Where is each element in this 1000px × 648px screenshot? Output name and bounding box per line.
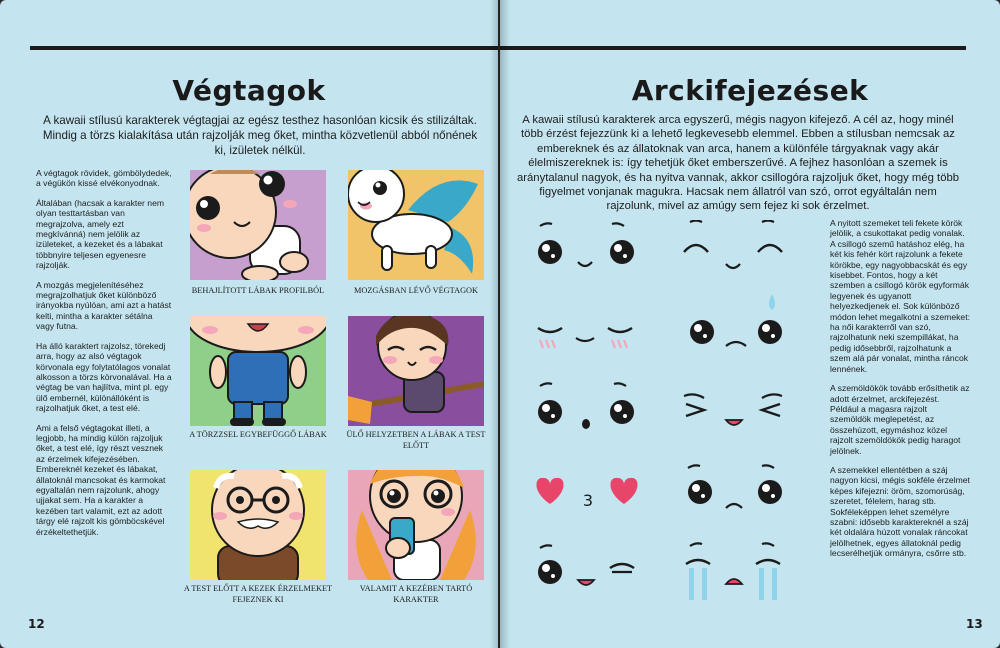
kawaii-face-happy [522, 220, 642, 280]
kawaii-face-sad [670, 462, 790, 522]
paragraph: A szemekkel ellentétben a száj nagyon kicsi, mégis sokféle érzelmet képes kifejezni: öröm, szomorúság, szeretet, félelem, harag stb. Sokféleképpen lehet személyre szabni: idősebb karaktereknél a száj két oldalára húzott vonalak ráncokat jelölhetnek, egyes állatoknál pedig lecserélhetjük ormányra, csőrre stb. [830, 464, 970, 559]
illustration-tile [190, 316, 326, 426]
page-number: 12 [28, 617, 45, 631]
illustration-caption: A TÖRZZSEL EGYBEFÜGGŐ LÁBAK [189, 430, 327, 439]
paragraph: A mozgás megjelenítéséhez megrajzolhatjuk őket különböző irányokba nyúlóan, ami azt a hatást kelti, mintha a karakter sétálna vagy futna. [36, 279, 172, 332]
kawaii-face-crying [670, 542, 790, 602]
illustration-caption: MOZGÁSBAN LÉVŐ VÉGTAGOK [353, 286, 479, 295]
illustration-caption: VALAMIT A KEZÉBEN TARTÓ KARAKTER [359, 584, 473, 604]
page-title: Arckifejezések [631, 74, 869, 107]
intro-text: A kawaii stílusú karakterek végtagjai az egész testhez hasonlóan kicsik és stilizáltak. Mindig a törzs kialakítása után rajzolják meg őket, mintha közvetlenül abból nőnének ki, izületek nélkül. [42, 114, 478, 157]
paragraph: A végtagok rövidek, gömbölydedek, a végükön kissé elvékonyodnak. [36, 168, 172, 189]
illustration-caption: ÜLŐ HELYZETBEN A LÁBAK A TEST ELŐTT [346, 430, 486, 450]
illustration-caption: BEHAJLÍTOTT LÁBAK PROFILBÓL [191, 286, 325, 295]
paragraph: Általában (hacsak a karakter nem olyan testtartásban van megrajzolva, amely ezt megkívánná) nem jelölik az izületeket, a kezeket és a lábakat többnyire teljesen egyenesre rajzolják. [36, 197, 165, 271]
kawaii-face-heart-eyes [522, 462, 642, 522]
intro-text: A kawaii stílusú karakterek arca egyszerű, mégis nagyon kifejező. A cél az, hogy minél több érzést fejezzünk ki a lehető legkevesebb elemmel. Ebben a stílusban nemcsak az embereknek és az állatoknak van arca, hanem a különféle tárgyaknak vagy akár élelmiszereknek is: így tehetjük őket emberszerűvé. A fejhez hasonlóan a szemek is aránytalanul nagyok, és ha nyitva vannak, akkor csillogóra rajzoljuk őket, hogy még több figyelmet vonjanak magukra. Hacsak nem állatról van szó, orrot egyáltalán nem rajzolunk, mivel az amúgy sem fejez ki sok érzelmet. [516, 114, 960, 213]
unicorn-icon [348, 170, 484, 280]
illustration-tile [348, 470, 484, 580]
paragraph: A szemöldökök tovább erősíthetik az adott érzelmet, arckifejezést. Például a magasra rajzolt szemöldök meglepetést, az összehúzott, egymáshoz közel rajzolt szemöldökök pedig haragot jelölnek. [830, 383, 970, 456]
page-number: 13 [966, 617, 983, 631]
kawaii-face-squint [670, 382, 790, 442]
kawaii-face-surprised [522, 382, 642, 442]
illustration-tile [348, 170, 484, 280]
illustration-tile [190, 470, 326, 580]
illustration-caption: A TEST ELŐTT A KEZEK ÉRZELMEKET FEJEZNEK KI [183, 584, 333, 604]
paragraph: Ami a felső végtagokat illeti, a legjobb, ha mindig külön rajzoljuk őket, a test elé, így részt vesznek az érzelmek kifejezésében. Embereknél kezeket és lábakat, állatoknál mancsokat és karmokat egyaltalán nem rajzolunk, ahogy ujjakat sem. Ha a karakter a kezében tart valamit, ezt az adott tárgy elé rajzolt kis gömböcskével érzékeltethetjük. [36, 422, 166, 537]
page-title: Végtagok [172, 74, 326, 107]
right-page [500, 0, 1000, 648]
top-rule [30, 46, 498, 50]
crawling-baby-icon [190, 170, 326, 280]
body-column [36, 168, 172, 546]
paragraph: Ha álló karaktert rajzolsz, törekedj arra, hogy az alsó végtagok körvonala egy folytatólagos vonalat alkosson a törzs körvonalával. Ha a végtag be van hajlítva, mint pl. egy ülő embernél, különállóként is rajzolhatjuk őket, a test elé. [36, 340, 172, 414]
kiss-mouth-label: 3 [582, 491, 594, 510]
paragraph: A nyitott szemeket teli fekete körök jelölik, a csukottakat pedig vonalak. A csillogó szemű hatáshoz elég, ha két kis fehér kört rajzolunk a fekete körökbe, egy nagyobbacskát és egy kisebbet. Fontos, hogy a két szemben a csillogó körök egyformák legyenek és ugyanott helyezkedjenek el. Sok különböző módon lehet megalkotni a szemeket: ha női karakterről van szó, rajzolhatunk neki szempillákat, ha pedig idősebbről, rajzolhatunk a szem alá pár vonalat, mintha ráncok lennének. [830, 218, 970, 374]
phone-girl-icon [348, 470, 484, 580]
witch-broom-icon [348, 316, 484, 426]
kawaii-face-closed-eyes [670, 220, 790, 280]
illustration-tile [348, 316, 484, 426]
kawaii-face-blush [522, 300, 642, 360]
kawaii-face-wink [522, 542, 642, 602]
body-column [830, 218, 970, 568]
kawaii-face-sweat [670, 290, 790, 360]
top-rule [500, 46, 966, 50]
grandpa-icon [190, 470, 326, 580]
left-page [0, 0, 498, 648]
illustration-tile [190, 170, 326, 280]
book-gutter [490, 0, 510, 648]
overalls-kid-icon [190, 316, 326, 426]
